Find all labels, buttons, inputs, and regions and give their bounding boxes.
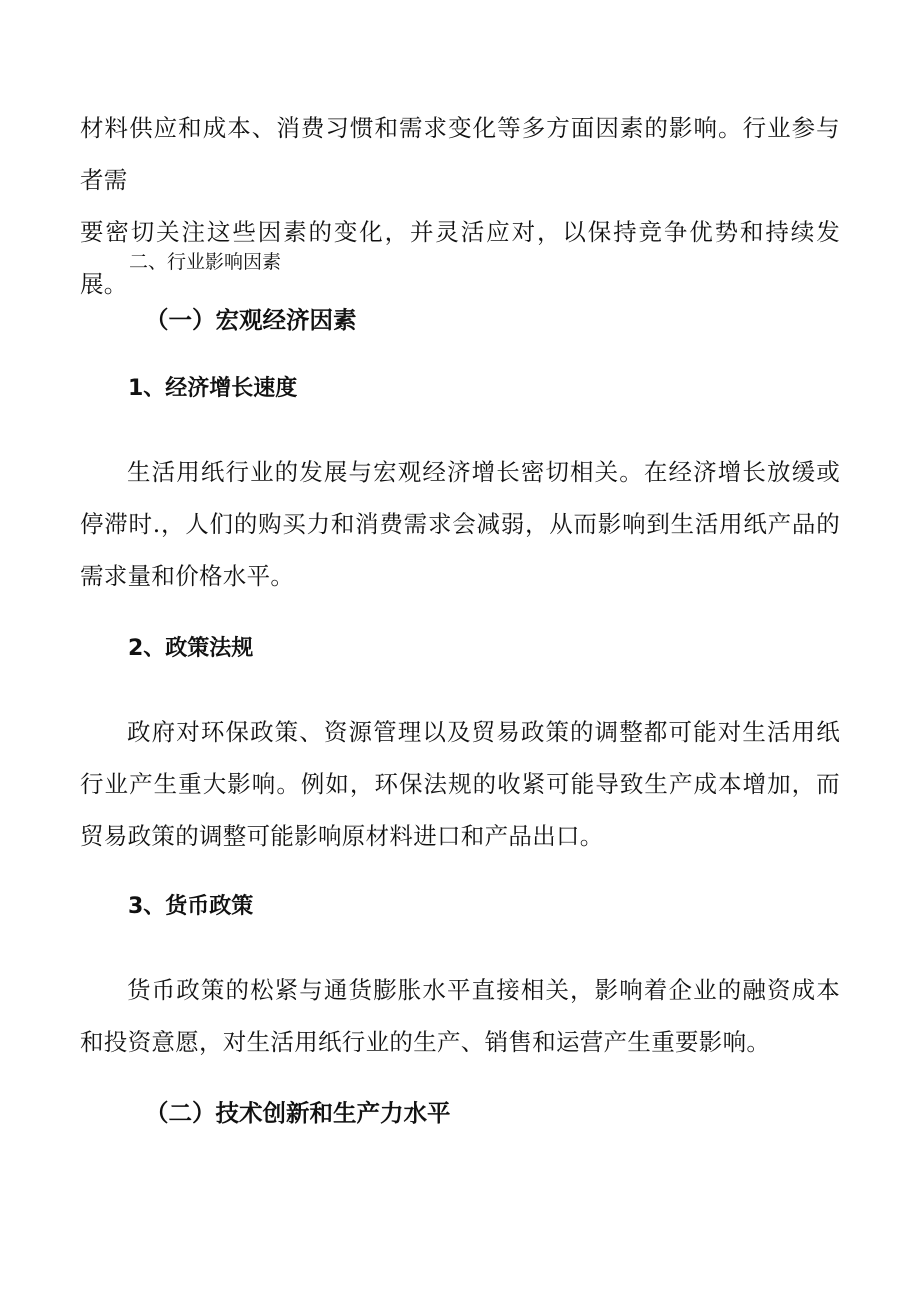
item-2-title: 2、政策法规 <box>128 636 254 661</box>
subsection-1-title: （一）宏观经济因素 <box>145 306 357 334</box>
item-1-paragraph: 生活用纸行业的发展与宏观经济增长密切相关。在经济增长放缓或停滞时.，人们的购买力和消费需求会减弱，从而影响到生活用纸产品的需求量和价格水平。 <box>80 458 840 590</box>
intro-paragraph <box>80 102 840 310</box>
item-1-title: 1、经济增长速度 <box>128 376 298 401</box>
intro-line-1: 材料供应和成本、消费习惯和需求变化等多方面因素的影响。行业参与者需 <box>80 114 840 194</box>
intro-line-2: 要密切关注这些因素的变化，并灵活应对，以保持竞争优势和持续发展。 <box>80 218 840 298</box>
subsection-2-title: （二）技术创新和生产力水平 <box>145 1099 451 1127</box>
section-title: 二、行业影响因素 <box>129 251 282 273</box>
item-3-paragraph: 货币政策的松紧与通货膨胀水平直接相关，影响着企业的融资成本和投资意愿，对生活用纸行业的生产、销售和运营产生重要影响。 <box>80 976 840 1056</box>
item-3-title: 3、货币政策 <box>128 894 254 919</box>
item-2-paragraph: 政府对环保政策、资源管理以及贸易政策的调整都可能对生活用纸行业产生重大影响。例如，环保法规的收紧可能导致生产成本增加，而贸易政策的调整可能影响原材料进口和产品出口。 <box>80 718 840 850</box>
